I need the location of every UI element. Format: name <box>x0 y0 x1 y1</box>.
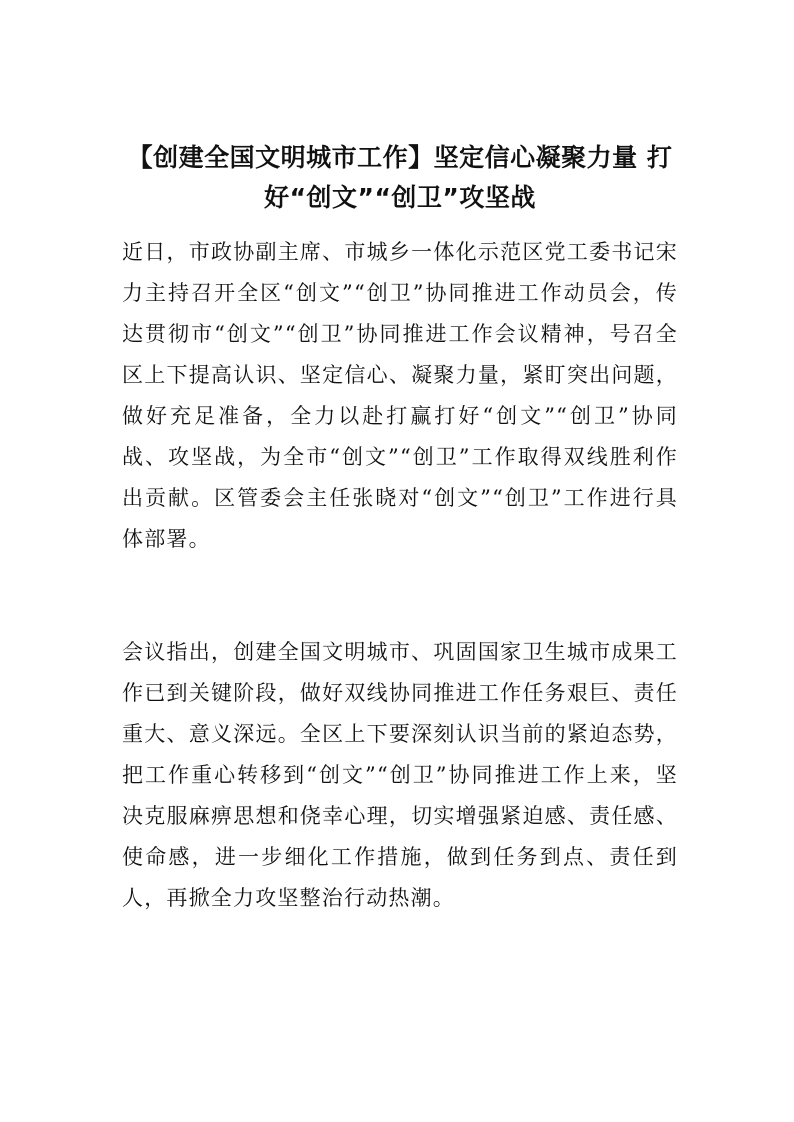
document-title: 【创建全国文明城市工作】坚定信心凝聚力量 打好“创文”“创卫”攻坚战 <box>127 143 673 212</box>
paragraph-1: 近日，市政协副主席、市城乡一体化示范区党工委书记宋力主持召开全区“创文”“创卫”协同推进工作动员会，传达贯彻市“创文”“创卫”协同推进工作会议精神，号召全区上下提高认识、坚定信心、凝聚力量，紧盯突出问题，做好充足准备，全力以赴打赢打好“创文”“创卫”协同战、攻坚战，为全市“创文”“创卫”工作取得双线胜利作出贡献。区管委会主任张晓对“创文”“创卫”工作进行具体部署。 <box>122 240 678 551</box>
paragraph-2: 会议指出，创建全国文明城市、巩固国家卫生城市成果工作已到关键阶段，做好双线协同推进工作任务艰巨、责任重大、意义深远。全区上下要深刻认识当前的紧迫态势，把工作重心转移到“创文”“创卫”协同推进工作上来，坚决克服麻痹思想和侥幸心理，切实增强紧迫感、责任感、使命感，进一步细化工作措施，做到任务到点、责任到人，再掀全力攻坚整治行动热潮。 <box>122 640 678 910</box>
